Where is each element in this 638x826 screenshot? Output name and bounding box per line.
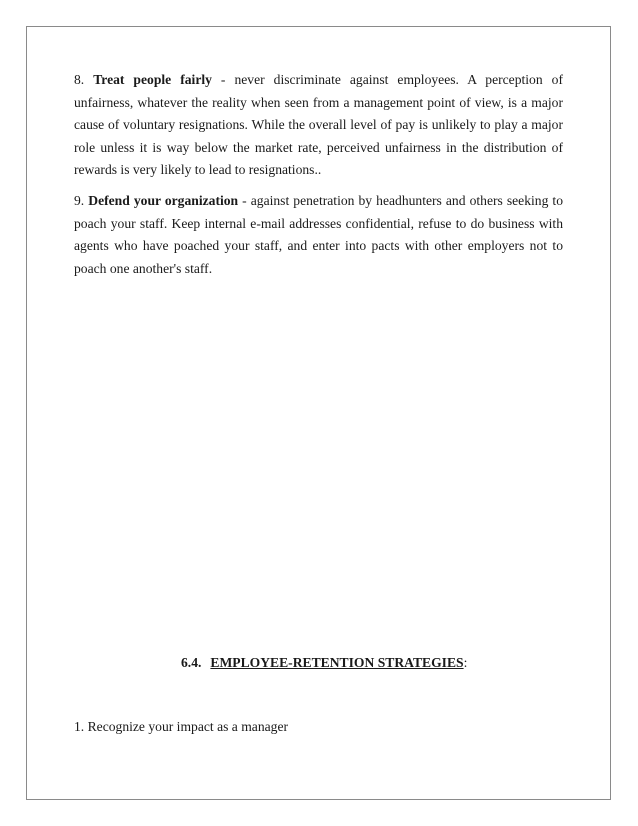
section-number: 6.4. [181,655,202,670]
paragraph-8 [74,69,563,182]
paragraph-9-title: Defend your organization [88,192,239,208]
section-colon: : [463,655,468,670]
paragraph-9-number: 9. [74,192,85,208]
section-title: EMPLOYEE-RETENTION STRATEGIES [210,655,464,670]
section-heading [181,655,467,671]
page-content [74,69,563,280]
paragraph-8-title: Treat people fairly [93,72,212,87]
list-item-1: 1. Recognize your impact as a manager [74,719,289,734]
paragraph-8-number: 8. [74,72,85,87]
paragraph-9 [74,190,563,280]
paragraph-9-text: - against penetration by headhunters and others seeking to poach your staff. Keep internal e-mail addresses confidential, refuse to do business with agents who have poached your staff, and enter into pacts with other employers not to poach one another's staff. [74,192,563,276]
paragraph-8-text: - never discriminate against employees. A perception of unfairness, whatever the reality when seen from a management point of view, is a major cause of voluntary resignations. While the overall level of pay is unlikely to play a major role unless it is way below the market rate, perceived unfairness in the distribution of rewards is very likely to lead to resignations.. [74,72,563,178]
